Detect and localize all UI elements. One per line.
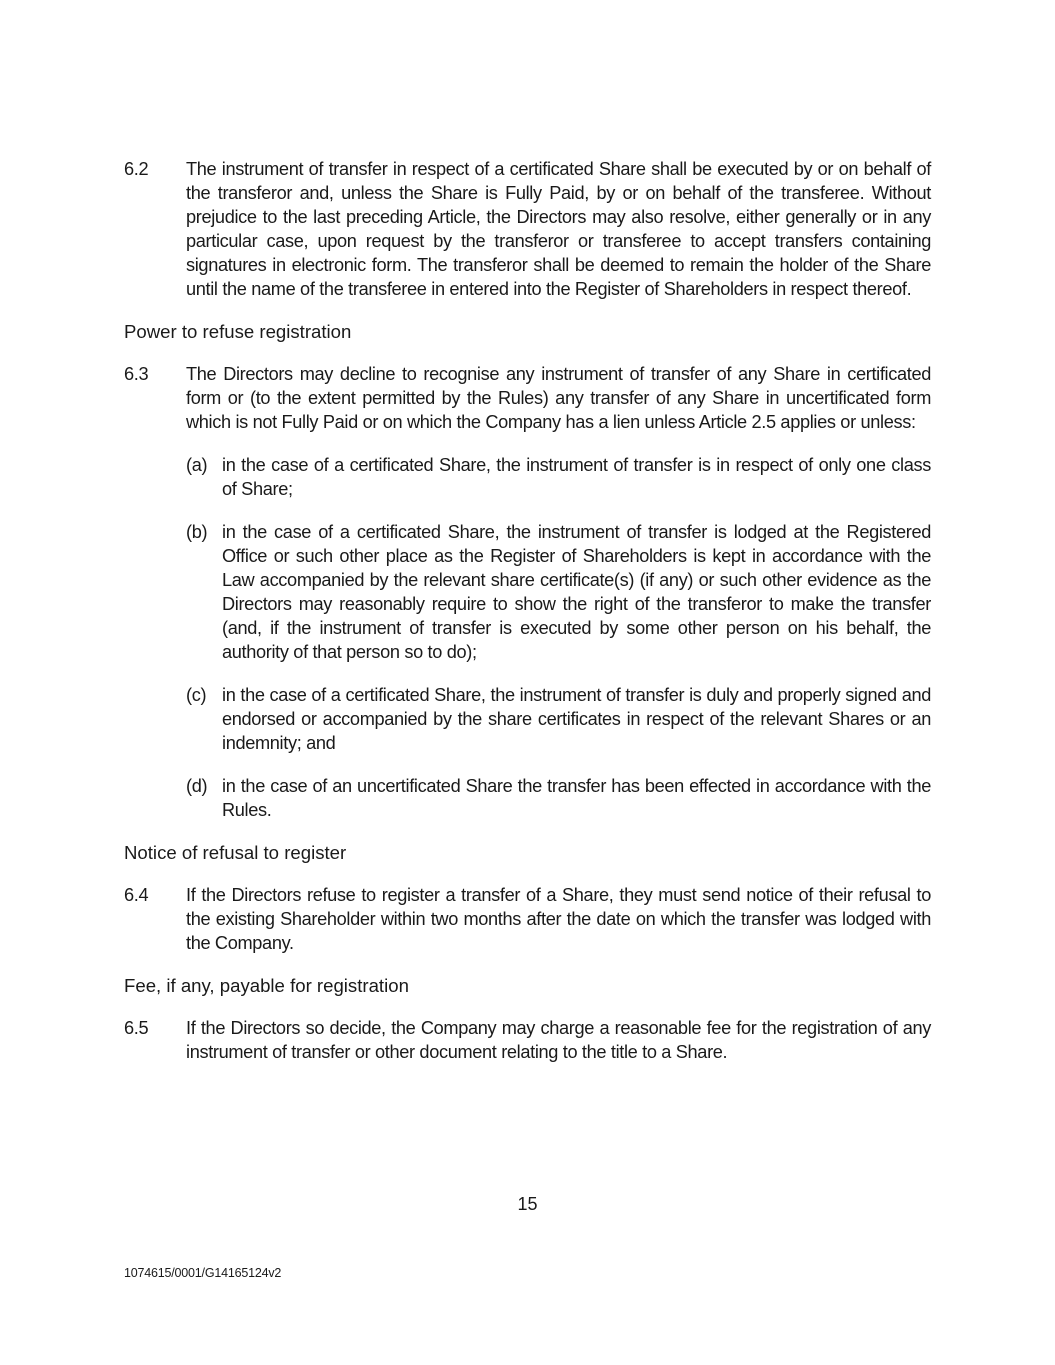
section-heading-power-to-refuse: Power to refuse registration: [124, 321, 352, 342]
sub-clause-label: (c): [186, 685, 207, 705]
clause-number: 6.5: [124, 1018, 149, 1038]
sub-clause-text: in the case of a certificated Share, the instrument of transfer is lodged at the Registered Office or such other place as the Register of Shareholders is kept in accordance with the Law accompanied by the relevant share certificate(s) (if any) or such other evidence as the Directors may reasonably require to show the right of the transferor to make the transfer (and, if the instrument of transfer is executed by some other person on his behalf, the authority of that person so to do);: [222, 522, 931, 662]
sub-clause-a: [186, 453, 931, 501]
clause-6-5: [124, 1016, 931, 1064]
sub-clause-text: in the case of an uncertificated Share the transfer has been effected in accordance with the Rules.: [222, 776, 931, 820]
sub-clause-d: [186, 774, 931, 822]
section-heading-notice-of-refusal: Notice of refusal to register: [124, 842, 347, 863]
section-heading-fee: Fee, if any, payable for registration: [124, 975, 409, 996]
sub-clause-text: in the case of a certificated Share, the instrument of transfer is duly and properly signed and endorsed or accompanied by the share certificates in respect of the relevant Shares or an indemnity; and: [222, 685, 931, 753]
sub-clause-b: [186, 520, 931, 664]
page-number: 15: [517, 1194, 538, 1214]
clause-number: 6.4: [124, 885, 149, 905]
clause-text: The Directors may decline to recognise any instrument of transfer of any Share in certificated form or (to the extent permitted by the Rules) any transfer of any Share in uncertificated form which is not Fully Paid or on which the Company has a lien unless Article 2.5 applies or unless:: [186, 364, 931, 432]
clause-6-3: [124, 362, 931, 434]
sub-clause-label: (a): [186, 455, 208, 475]
sub-clause-label: (d): [186, 776, 208, 796]
clause-6-2: [124, 157, 931, 301]
page-content: [124, 157, 931, 1083]
sub-clause-text: in the case of a certificated Share, the instrument of transfer is in respect of only one class of Share;: [222, 455, 931, 499]
clause-text: If the Directors refuse to register a transfer of a Share, they must send notice of their refusal to the existing Shareholder within two months after the date on which the transfer was lodged with the Company.: [186, 885, 931, 953]
clause-text: The instrument of transfer in respect of a certificated Share shall be executed by or on behalf of the transferor and, unless the Share is Fully Paid, by or on behalf of the transferee. Without prejudice to the last preceding Article, the Directors may also resolve, either generally or in any particular case, upon request by the transferor or transferee to accept transfers containing signatures in electronic form. The transferor shall be deemed to remain the holder of the Share until the name of the transferee in entered into the Register of Shareholders in respect thereof.: [186, 159, 931, 299]
clause-text: If the Directors so decide, the Company may charge a reasonable fee for the registration of any instrument of transfer or other document relating to the title to a Share.: [186, 1018, 931, 1062]
sub-clause-label: (b): [186, 522, 208, 542]
clause-6-4: [124, 883, 931, 955]
document-reference: 1074615/0001/G14165124v2: [124, 1266, 282, 1280]
clause-number: 6.2: [124, 159, 149, 179]
sub-clause-c: [186, 683, 931, 755]
clause-number: 6.3: [124, 364, 149, 384]
